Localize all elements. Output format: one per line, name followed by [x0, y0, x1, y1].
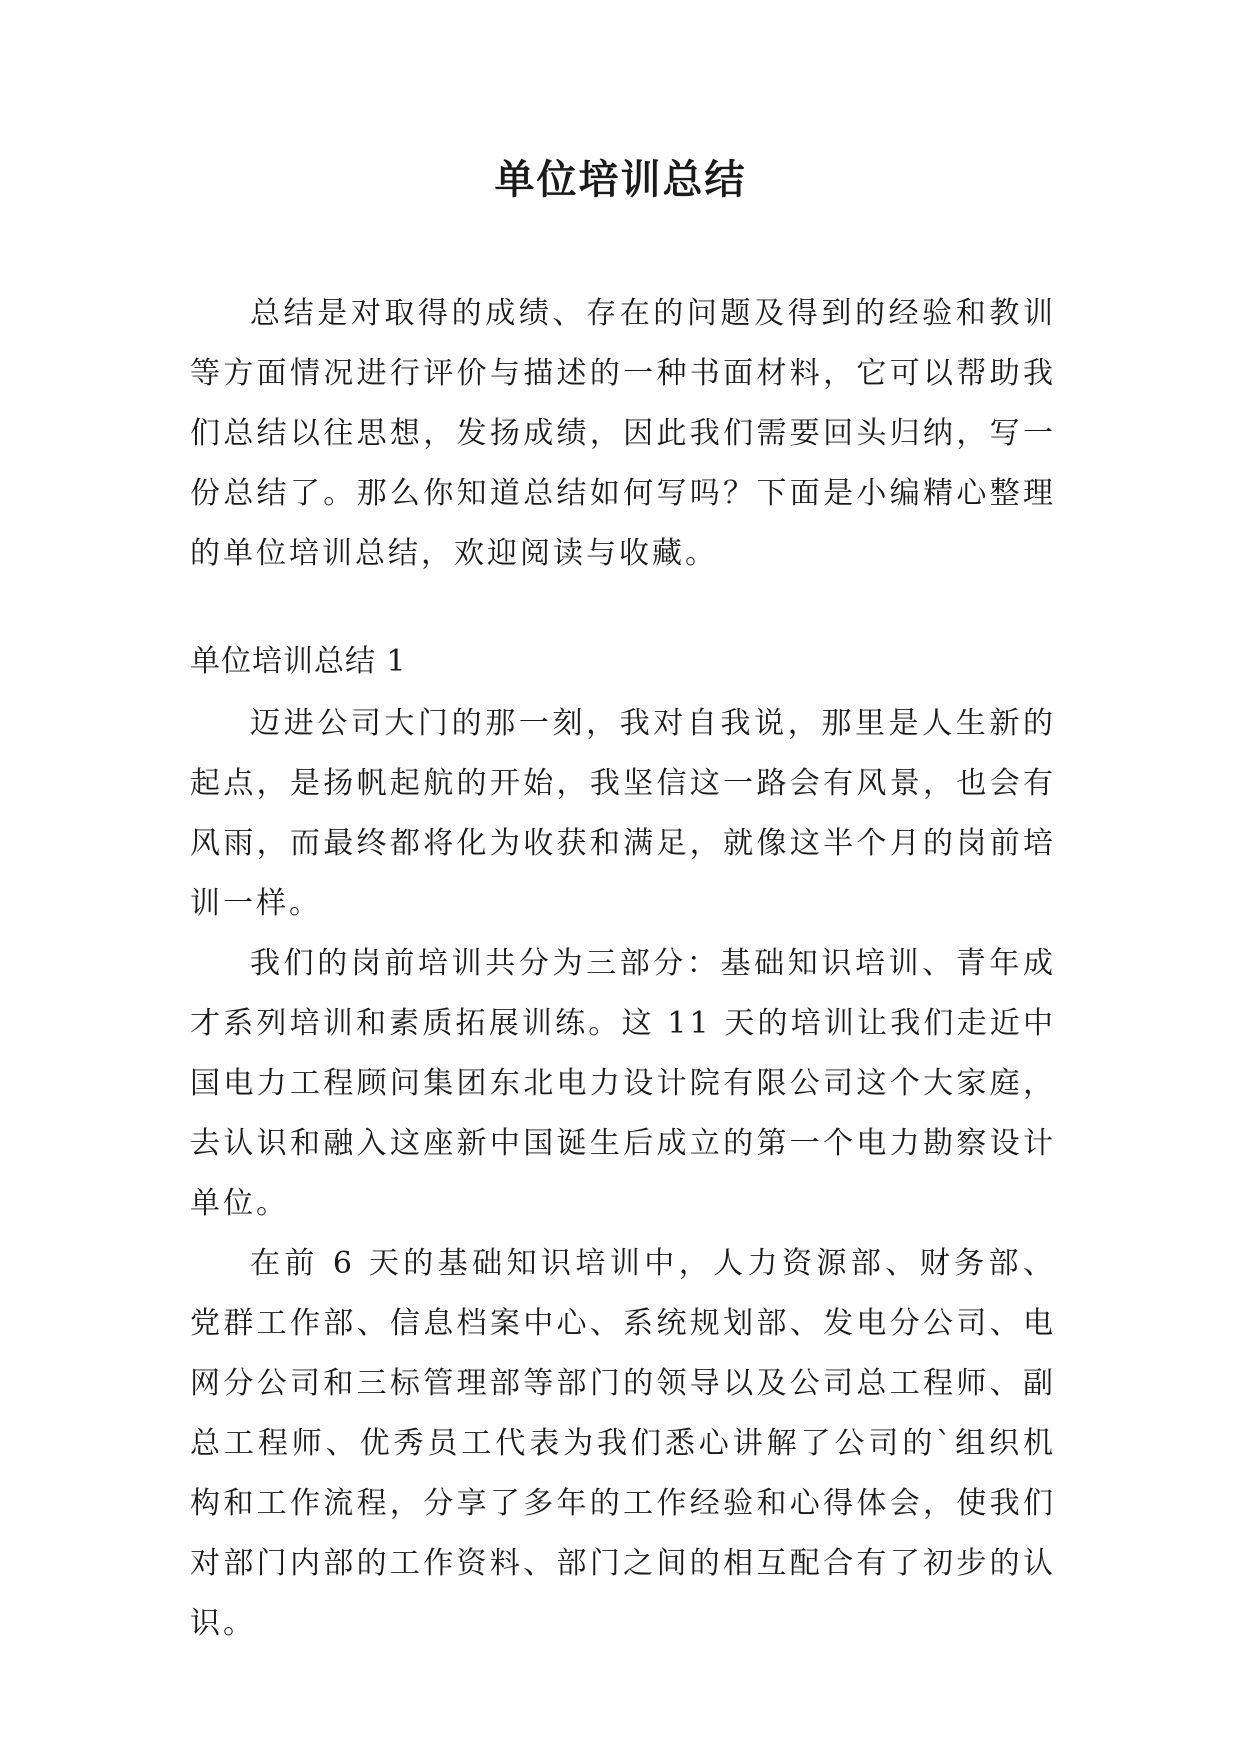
intro-paragraph: 总结是对取得的成绩、存在的问题及得到的经验和教训等方面情况进行评价与描述的一种书面材料，它可以帮助我们总结以往思想，发扬成绩，因此我们需要回头归纳，写一份总结了。那么你知道总结如何写吗？下面是小编精心整理的单位培训总结，欢迎阅读与收藏。 [190, 296, 1056, 571]
intro-section [190, 284, 1056, 584]
section-body [190, 694, 1056, 1654]
section-heading: 单位培训总结 1 [190, 644, 407, 679]
body-paragraph-3: 在前 6 天的基础知识培训中，人力资源部、财务部、党群工作部、信息档案中心、系统规划部、发电分公司、电网分公司和三标管理部等部门的领导以及公司总工程师、副总工程师、优秀员工代表为我们悉心讲解了公司的`组织机构和工作流程，分享了多年的工作经验和心得体会，使我们对部门内部的工作资料、部门之间的相互配合有了初步的认识。 [190, 1246, 1056, 1641]
body-paragraph-1: 迈进公司大门的那一刻，我对自我说，那里是人生新的起点，是扬帆起航的开始，我坚信这一路会有风景，也会有风雨，而最终都将化为收获和满足，就像这半个月的岗前培训一样。 [190, 706, 1056, 921]
document-title: 单位培训总结 [494, 157, 747, 203]
body-paragraph-2: 我们的岗前培训共分为三部分：基础知识培训、青年成才系列培训和素质拓展训练。这 11 天的培训让我们走近中国电力工程顾问集团东北电力设计院有限公司这个大家庭，去认识和融入这座新中国诞生后成立的第一个电力勘察设计单位。 [190, 946, 1056, 1221]
